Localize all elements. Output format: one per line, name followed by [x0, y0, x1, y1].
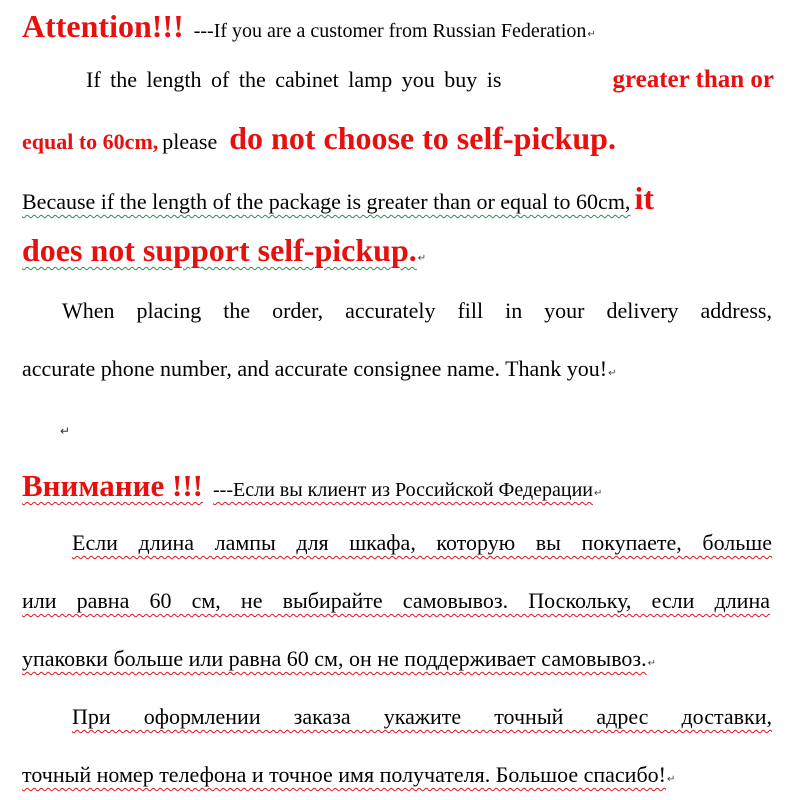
english-text: accurate phone number, and accurate consignee name. Thank you! — [22, 356, 608, 381]
russian-text: точный номер телефона и точное имя получателя. Большое спасибо! — [22, 762, 666, 787]
english-emphasis: it — [634, 180, 654, 216]
english-emphasis: does not support self-pickup. — [22, 232, 417, 268]
english-emphasis: equal to 60cm, — [22, 129, 159, 154]
english-paragraph-line: When placing the order, accurately fill in your delivery address, — [62, 298, 772, 323]
russian-header-line — [22, 468, 774, 504]
english-paragraph-line — [22, 356, 774, 382]
return-mark-icon: ↵ — [60, 424, 71, 438]
russian-paragraph-line: Если длина лампы для шкафа, которую вы покупаете, больше — [72, 530, 772, 555]
return-mark-icon: ↵ — [587, 29, 596, 40]
english-paragraph-line — [86, 66, 774, 94]
attention-heading: Attention!!! — [22, 8, 184, 44]
english-text: please — [162, 129, 218, 154]
english-header-text: ---If you are a customer from Russian Federation — [193, 20, 587, 42]
russian-header-text: ---Если вы клиент из Российской Федерации — [213, 479, 593, 501]
english-paragraph-line — [22, 120, 774, 157]
russian-attention-heading: Внимание !!! — [22, 468, 204, 503]
english-paragraph-line — [22, 232, 774, 269]
return-mark-icon: ↵ — [666, 774, 676, 785]
english-text: Because if the length of the package is greater than or equal to 60cm, — [22, 189, 631, 214]
russian-paragraph-line — [22, 762, 774, 788]
russian-text: упаковки больше или равна 60 см, он не поддерживает самовывоз. — [22, 646, 647, 671]
return-mark-icon: ↵ — [608, 368, 617, 379]
english-emphasis: do not choose to self-pickup. — [229, 120, 616, 156]
return-mark-icon: ↵ — [647, 658, 657, 669]
russian-paragraph-line — [22, 646, 774, 672]
english-paragraph-line — [22, 180, 774, 217]
english-text: If the length of the cabinet lamp you buy is — [86, 67, 502, 92]
russian-paragraph-line: или равна 60 см, не выбирайте самовывоз. Поскольку, если длина — [22, 588, 770, 613]
english-header-line — [22, 8, 774, 45]
return-mark-icon: ↵ — [417, 253, 427, 264]
english-emphasis: greater than or — [612, 66, 774, 93]
russian-paragraph-line: При оформлении заказа укажите точный адрес доставки, — [72, 704, 772, 729]
return-mark-icon: ↵ — [594, 488, 603, 499]
